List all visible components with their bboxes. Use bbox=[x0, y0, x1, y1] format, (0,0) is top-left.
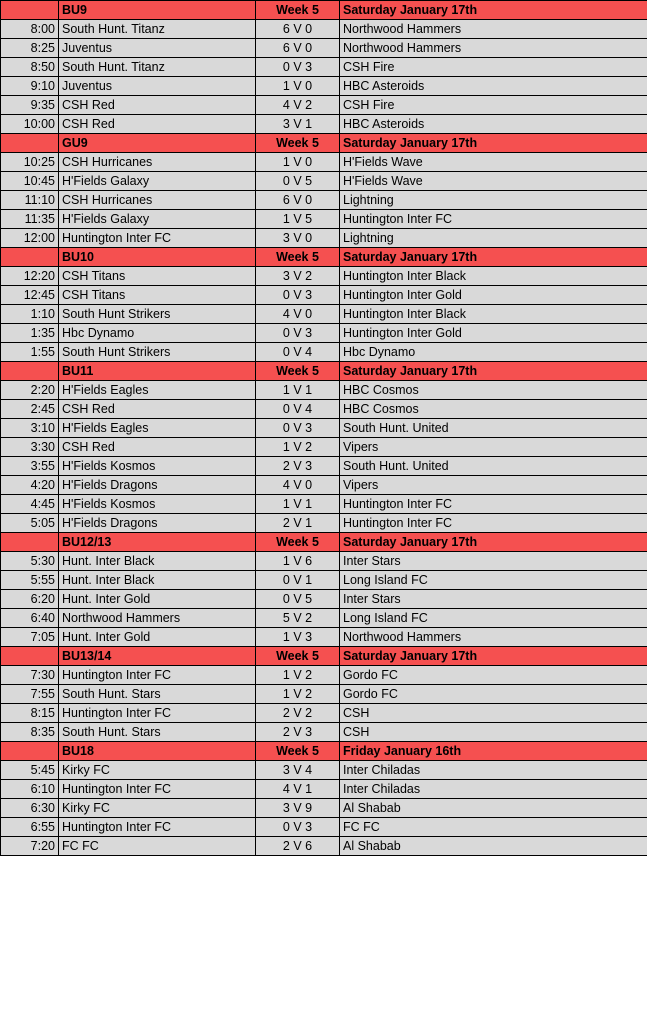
away-team-cell[interactable]: Huntington Inter FC bbox=[340, 495, 647, 514]
table-row bbox=[1, 39, 647, 58]
time-cell[interactable]: 8:25 bbox=[1, 39, 59, 58]
score-cell[interactable]: 2 V 2 bbox=[256, 704, 340, 723]
division-label[interactable]: BU10 bbox=[59, 248, 256, 267]
time-cell[interactable]: 6:20 bbox=[1, 590, 59, 609]
home-team-cell[interactable]: Hunt. Inter Gold bbox=[59, 590, 256, 609]
time-cell[interactable]: 3:10 bbox=[1, 419, 59, 438]
date-label[interactable]: Saturday January 17th bbox=[340, 533, 647, 552]
time-cell[interactable]: 1:35 bbox=[1, 324, 59, 343]
score-cell[interactable]: 1 V 1 bbox=[256, 381, 340, 400]
table-row bbox=[1, 20, 647, 39]
away-team-cell[interactable]: Lightning bbox=[340, 229, 647, 248]
home-team-cell[interactable]: South Hunt. Titanz bbox=[59, 58, 256, 77]
section-header bbox=[1, 647, 647, 666]
time-cell[interactable]: 7:20 bbox=[1, 837, 59, 856]
table-row bbox=[1, 780, 647, 799]
home-team-cell[interactable]: CSH Red bbox=[59, 96, 256, 115]
time-cell[interactable]: 4:20 bbox=[1, 476, 59, 495]
table-row bbox=[1, 666, 647, 685]
home-team-cell[interactable]: H'Fields Kosmos bbox=[59, 457, 256, 476]
table-row bbox=[1, 153, 647, 172]
score-cell[interactable]: 3 V 9 bbox=[256, 799, 340, 818]
time-cell[interactable]: 8:50 bbox=[1, 58, 59, 77]
home-team-cell[interactable]: H'Fields Eagles bbox=[59, 381, 256, 400]
table-row bbox=[1, 191, 647, 210]
home-team-cell[interactable]: CSH Titans bbox=[59, 286, 256, 305]
away-team-cell[interactable]: Gordo FC bbox=[340, 685, 647, 704]
time-cell[interactable]: 8:15 bbox=[1, 704, 59, 723]
home-team-cell[interactable]: South Hunt. Stars bbox=[59, 723, 256, 742]
home-team-cell[interactable]: CSH Red bbox=[59, 115, 256, 134]
table-row bbox=[1, 571, 647, 590]
away-team-cell[interactable]: Long Island FC bbox=[340, 609, 647, 628]
time-cell[interactable]: 2:20 bbox=[1, 381, 59, 400]
score-cell[interactable]: 0 V 5 bbox=[256, 172, 340, 191]
table-row bbox=[1, 96, 647, 115]
score-cell[interactable]: 6 V 0 bbox=[256, 39, 340, 58]
away-team-cell[interactable]: Northwood Hammers bbox=[340, 628, 647, 647]
schedule-body bbox=[1, 1, 647, 856]
score-cell[interactable]: 1 V 5 bbox=[256, 210, 340, 229]
date-label[interactable]: Saturday January 17th bbox=[340, 362, 647, 381]
time-cell[interactable]: 8:35 bbox=[1, 723, 59, 742]
table-row bbox=[1, 58, 647, 77]
away-team-cell[interactable]: Inter Chiladas bbox=[340, 761, 647, 780]
score-cell[interactable]: 3 V 0 bbox=[256, 229, 340, 248]
time-cell[interactable]: 11:35 bbox=[1, 210, 59, 229]
table-row bbox=[1, 457, 647, 476]
score-cell[interactable]: 0 V 4 bbox=[256, 400, 340, 419]
away-team-cell[interactable]: Huntington Inter Black bbox=[340, 305, 647, 324]
away-team-cell[interactable]: Al Shabab bbox=[340, 837, 647, 856]
away-team-cell[interactable]: CSH bbox=[340, 723, 647, 742]
away-team-cell[interactable]: Al Shabab bbox=[340, 799, 647, 818]
time-cell[interactable]: 1:55 bbox=[1, 343, 59, 362]
table-row bbox=[1, 77, 647, 96]
section-header bbox=[1, 1, 647, 20]
score-cell[interactable]: 0 V 3 bbox=[256, 818, 340, 837]
score-cell[interactable]: 5 V 2 bbox=[256, 609, 340, 628]
table-row bbox=[1, 628, 647, 647]
away-team-cell[interactable]: Huntington Inter Black bbox=[340, 267, 647, 286]
header-blank-cell[interactable] bbox=[1, 533, 59, 552]
home-team-cell[interactable]: South Hunt Strikers bbox=[59, 343, 256, 362]
away-team-cell[interactable]: Huntington Inter FC bbox=[340, 210, 647, 229]
week-label[interactable]: Week 5 bbox=[256, 1, 340, 20]
score-cell[interactable]: 4 V 1 bbox=[256, 780, 340, 799]
time-cell[interactable]: 12:20 bbox=[1, 267, 59, 286]
score-cell[interactable]: 0 V 4 bbox=[256, 343, 340, 362]
home-team-cell[interactable]: Hunt. Inter Gold bbox=[59, 628, 256, 647]
time-cell[interactable]: 3:30 bbox=[1, 438, 59, 457]
home-team-cell[interactable]: South Hunt Strikers bbox=[59, 305, 256, 324]
table-row bbox=[1, 419, 647, 438]
score-cell[interactable]: 2 V 6 bbox=[256, 837, 340, 856]
table-row bbox=[1, 286, 647, 305]
away-team-cell[interactable]: Inter Stars bbox=[340, 552, 647, 571]
away-team-cell[interactable]: Gordo FC bbox=[340, 666, 647, 685]
time-cell[interactable]: 12:45 bbox=[1, 286, 59, 305]
table-row bbox=[1, 305, 647, 324]
time-cell[interactable]: 12:00 bbox=[1, 229, 59, 248]
table-row bbox=[1, 115, 647, 134]
home-team-cell[interactable]: Huntington Inter FC bbox=[59, 780, 256, 799]
time-cell[interactable]: 10:00 bbox=[1, 115, 59, 134]
away-team-cell[interactable]: CSH bbox=[340, 704, 647, 723]
score-cell[interactable]: 1 V 2 bbox=[256, 666, 340, 685]
home-team-cell[interactable]: CSH Red bbox=[59, 400, 256, 419]
table-row bbox=[1, 210, 647, 229]
week-label[interactable]: Week 5 bbox=[256, 248, 340, 267]
score-cell[interactable]: 3 V 2 bbox=[256, 267, 340, 286]
score-cell[interactable]: 6 V 0 bbox=[256, 191, 340, 210]
home-team-cell[interactable]: Hbc Dynamo bbox=[59, 324, 256, 343]
score-cell[interactable]: 2 V 3 bbox=[256, 723, 340, 742]
time-cell[interactable]: 6:30 bbox=[1, 799, 59, 818]
away-team-cell[interactable]: Huntington Inter Gold bbox=[340, 286, 647, 305]
away-team-cell[interactable]: South Hunt. United bbox=[340, 457, 647, 476]
table-row bbox=[1, 381, 647, 400]
home-team-cell[interactable]: H'Fields Eagles bbox=[59, 419, 256, 438]
away-team-cell[interactable]: H'Fields Wave bbox=[340, 153, 647, 172]
home-team-cell[interactable]: Juventus bbox=[59, 77, 256, 96]
table-row bbox=[1, 495, 647, 514]
home-team-cell[interactable]: H'Fields Kosmos bbox=[59, 495, 256, 514]
away-team-cell[interactable]: HBC Cosmos bbox=[340, 381, 647, 400]
table-row bbox=[1, 267, 647, 286]
section-header bbox=[1, 362, 647, 381]
home-team-cell[interactable]: H'Fields Dragons bbox=[59, 514, 256, 533]
time-cell[interactable]: 6:40 bbox=[1, 609, 59, 628]
time-cell[interactable]: 4:45 bbox=[1, 495, 59, 514]
score-cell[interactable]: 3 V 4 bbox=[256, 761, 340, 780]
time-cell[interactable]: 7:30 bbox=[1, 666, 59, 685]
week-label[interactable]: Week 5 bbox=[256, 362, 340, 381]
score-cell[interactable]: 2 V 3 bbox=[256, 457, 340, 476]
away-team-cell[interactable]: H'Fields Wave bbox=[340, 172, 647, 191]
division-label[interactable]: BU18 bbox=[59, 742, 256, 761]
score-cell[interactable]: 1 V 3 bbox=[256, 628, 340, 647]
table-row bbox=[1, 400, 647, 419]
section-header bbox=[1, 742, 647, 761]
table-row bbox=[1, 685, 647, 704]
away-team-cell[interactable]: Huntington Inter Gold bbox=[340, 324, 647, 343]
division-label[interactable]: BU12/13 bbox=[59, 533, 256, 552]
away-team-cell[interactable]: HBC Asteroids bbox=[340, 77, 647, 96]
header-blank-cell[interactable] bbox=[1, 742, 59, 761]
score-cell[interactable]: 1 V 2 bbox=[256, 438, 340, 457]
time-cell[interactable]: 10:45 bbox=[1, 172, 59, 191]
week-label[interactable]: Week 5 bbox=[256, 647, 340, 666]
time-cell[interactable]: 6:10 bbox=[1, 780, 59, 799]
header-blank-cell[interactable] bbox=[1, 647, 59, 666]
section-header bbox=[1, 533, 647, 552]
home-team-cell[interactable]: CSH Hurricanes bbox=[59, 153, 256, 172]
division-label[interactable]: BU13/14 bbox=[59, 647, 256, 666]
home-team-cell[interactable]: Juventus bbox=[59, 39, 256, 58]
table-row bbox=[1, 761, 647, 780]
date-label[interactable]: Saturday January 17th bbox=[340, 134, 647, 153]
home-team-cell[interactable]: H'Fields Galaxy bbox=[59, 210, 256, 229]
away-team-cell[interactable]: HBC Cosmos bbox=[340, 400, 647, 419]
time-cell[interactable]: 9:35 bbox=[1, 96, 59, 115]
home-team-cell[interactable]: CSH Red bbox=[59, 438, 256, 457]
time-cell[interactable]: 7:55 bbox=[1, 685, 59, 704]
score-cell[interactable]: 1 V 0 bbox=[256, 153, 340, 172]
home-team-cell[interactable]: CSH Titans bbox=[59, 267, 256, 286]
week-label[interactable]: Week 5 bbox=[256, 742, 340, 761]
table-row bbox=[1, 590, 647, 609]
table-row bbox=[1, 723, 647, 742]
home-team-cell[interactable]: Kirky FC bbox=[59, 799, 256, 818]
away-team-cell[interactable]: Inter Stars bbox=[340, 590, 647, 609]
away-team-cell[interactable]: Northwood Hammers bbox=[340, 20, 647, 39]
table-row bbox=[1, 172, 647, 191]
section-header bbox=[1, 248, 647, 267]
away-team-cell[interactable]: Vipers bbox=[340, 438, 647, 457]
home-team-cell[interactable]: Hunt. Inter Black bbox=[59, 571, 256, 590]
away-team-cell[interactable]: Huntington Inter FC bbox=[340, 514, 647, 533]
week-label[interactable]: Week 5 bbox=[256, 533, 340, 552]
time-cell[interactable]: 7:05 bbox=[1, 628, 59, 647]
date-label[interactable]: Saturday January 17th bbox=[340, 248, 647, 267]
table-row bbox=[1, 704, 647, 723]
home-team-cell[interactable]: CSH Hurricanes bbox=[59, 191, 256, 210]
away-team-cell[interactable]: Inter Chiladas bbox=[340, 780, 647, 799]
score-cell[interactable]: 4 V 0 bbox=[256, 305, 340, 324]
division-label[interactable]: BU11 bbox=[59, 362, 256, 381]
home-team-cell[interactable]: H'Fields Dragons bbox=[59, 476, 256, 495]
home-team-cell[interactable]: Hunt. Inter Black bbox=[59, 552, 256, 571]
week-label[interactable]: Week 5 bbox=[256, 134, 340, 153]
score-cell[interactable]: 0 V 3 bbox=[256, 419, 340, 438]
score-cell[interactable]: 0 V 3 bbox=[256, 286, 340, 305]
table-row bbox=[1, 476, 647, 495]
home-team-cell[interactable]: Northwood Hammers bbox=[59, 609, 256, 628]
score-cell[interactable]: 6 V 0 bbox=[256, 20, 340, 39]
away-team-cell[interactable]: HBC Asteroids bbox=[340, 115, 647, 134]
division-label[interactable]: BU9 bbox=[59, 1, 256, 20]
away-team-cell[interactable]: South Hunt. United bbox=[340, 419, 647, 438]
home-team-cell[interactable]: Kirky FC bbox=[59, 761, 256, 780]
table-row bbox=[1, 552, 647, 571]
home-team-cell[interactable]: FC FC bbox=[59, 837, 256, 856]
score-cell[interactable]: 0 V 1 bbox=[256, 571, 340, 590]
time-cell[interactable]: 3:55 bbox=[1, 457, 59, 476]
time-cell[interactable]: 6:55 bbox=[1, 818, 59, 837]
home-team-cell[interactable]: South Hunt. Stars bbox=[59, 685, 256, 704]
away-team-cell[interactable]: CSH Fire bbox=[340, 58, 647, 77]
away-team-cell[interactable]: Hbc Dynamo bbox=[340, 343, 647, 362]
table-row bbox=[1, 343, 647, 362]
date-label[interactable]: Saturday January 17th bbox=[340, 1, 647, 20]
header-blank-cell[interactable] bbox=[1, 1, 59, 20]
away-team-cell[interactable]: FC FC bbox=[340, 818, 647, 837]
score-cell[interactable]: 2 V 1 bbox=[256, 514, 340, 533]
table-row bbox=[1, 324, 647, 343]
table-row bbox=[1, 514, 647, 533]
time-cell[interactable]: 11:10 bbox=[1, 191, 59, 210]
time-cell[interactable]: 5:55 bbox=[1, 571, 59, 590]
time-cell[interactable]: 2:45 bbox=[1, 400, 59, 419]
time-cell[interactable]: 1:10 bbox=[1, 305, 59, 324]
home-team-cell[interactable]: South Hunt. Titanz bbox=[59, 20, 256, 39]
section-header bbox=[1, 134, 647, 153]
header-blank-cell[interactable] bbox=[1, 248, 59, 267]
away-team-cell[interactable]: Lightning bbox=[340, 191, 647, 210]
score-cell[interactable]: 0 V 3 bbox=[256, 324, 340, 343]
table-row bbox=[1, 837, 647, 856]
away-team-cell[interactable]: CSH Fire bbox=[340, 96, 647, 115]
score-cell[interactable]: 4 V 2 bbox=[256, 96, 340, 115]
header-blank-cell[interactable] bbox=[1, 134, 59, 153]
home-team-cell[interactable]: Huntington Inter FC bbox=[59, 229, 256, 248]
home-team-cell[interactable]: Huntington Inter FC bbox=[59, 666, 256, 685]
score-cell[interactable]: 0 V 5 bbox=[256, 590, 340, 609]
date-label[interactable]: Friday January 16th bbox=[340, 742, 647, 761]
away-team-cell[interactable]: Long Island FC bbox=[340, 571, 647, 590]
time-cell[interactable]: 5:30 bbox=[1, 552, 59, 571]
time-cell[interactable]: 9:10 bbox=[1, 77, 59, 96]
home-team-cell[interactable]: Huntington Inter FC bbox=[59, 704, 256, 723]
table-row bbox=[1, 609, 647, 628]
table-row bbox=[1, 799, 647, 818]
score-cell[interactable]: 0 V 3 bbox=[256, 58, 340, 77]
time-cell[interactable]: 8:00 bbox=[1, 20, 59, 39]
score-cell[interactable]: 1 V 1 bbox=[256, 495, 340, 514]
time-cell[interactable]: 5:05 bbox=[1, 514, 59, 533]
table-row bbox=[1, 229, 647, 248]
time-cell[interactable]: 5:45 bbox=[1, 761, 59, 780]
away-team-cell[interactable]: Vipers bbox=[340, 476, 647, 495]
date-label[interactable]: Saturday January 17th bbox=[340, 647, 647, 666]
time-cell[interactable]: 10:25 bbox=[1, 153, 59, 172]
score-cell[interactable]: 1 V 6 bbox=[256, 552, 340, 571]
score-cell[interactable]: 3 V 1 bbox=[256, 115, 340, 134]
table-row bbox=[1, 438, 647, 457]
home-team-cell[interactable]: Huntington Inter FC bbox=[59, 818, 256, 837]
score-cell[interactable]: 4 V 0 bbox=[256, 476, 340, 495]
away-team-cell[interactable]: Northwood Hammers bbox=[340, 39, 647, 58]
score-cell[interactable]: 1 V 2 bbox=[256, 685, 340, 704]
table-row bbox=[1, 818, 647, 837]
division-label[interactable]: GU9 bbox=[59, 134, 256, 153]
score-cell[interactable]: 1 V 0 bbox=[256, 77, 340, 96]
home-team-cell[interactable]: H'Fields Galaxy bbox=[59, 172, 256, 191]
header-blank-cell[interactable] bbox=[1, 362, 59, 381]
